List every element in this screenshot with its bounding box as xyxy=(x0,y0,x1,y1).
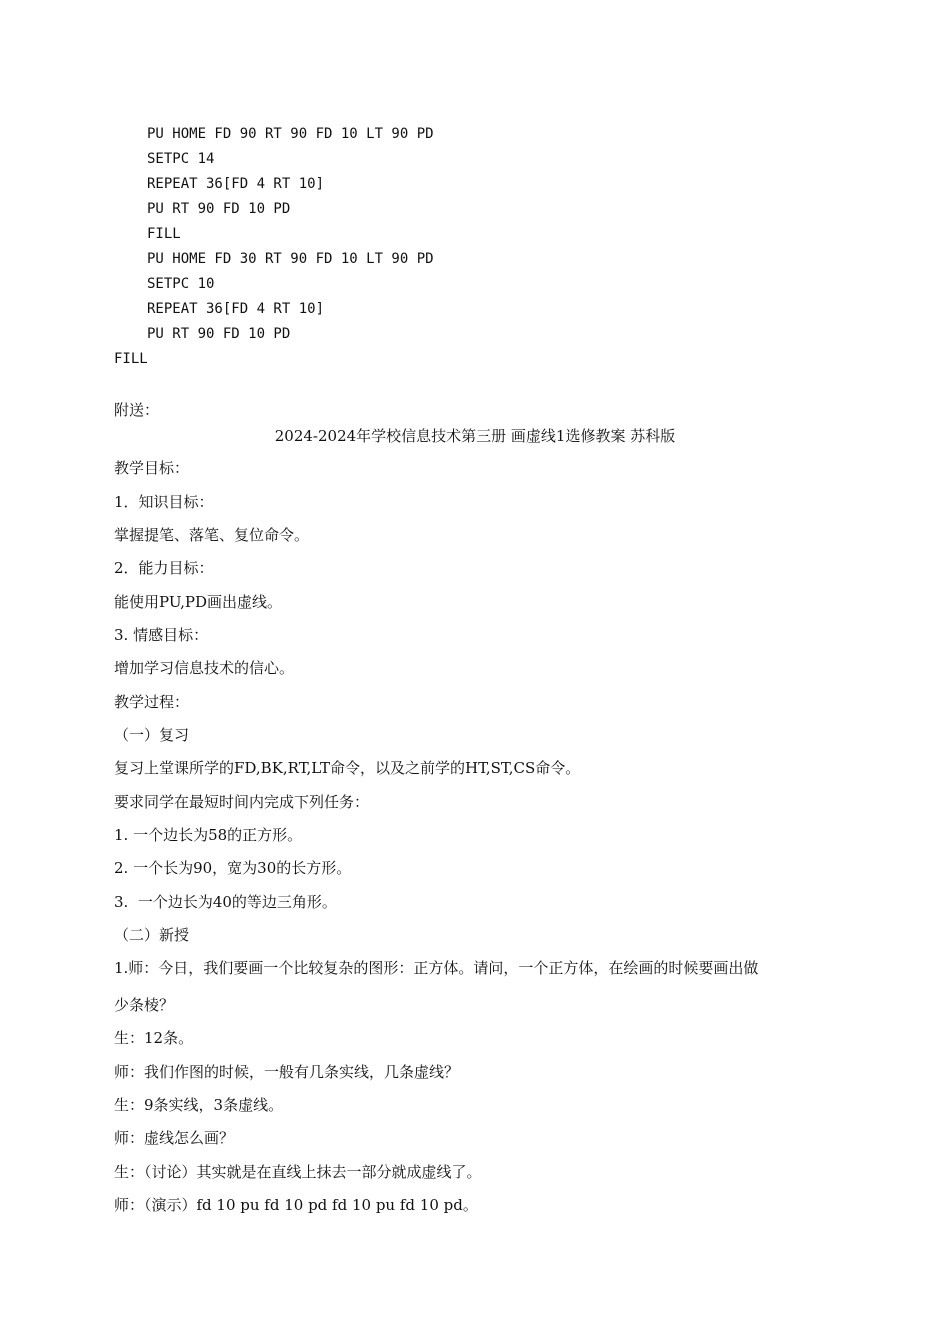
appendix-label: 附送： xyxy=(114,401,160,419)
section-heading: 教学目标： xyxy=(114,459,190,477)
document-title: 2024-2024年学校信息技术第三册 画虚线1选修教案 苏科版 xyxy=(274,427,676,445)
code-line: SETPC 10 xyxy=(147,276,215,292)
code-line-last: FILL xyxy=(114,351,148,367)
section-heading: 教学过程： xyxy=(114,693,190,711)
paragraph-line: 1.师：今日，我们要画一个比较复杂的图形：正方体。请问，一个正方体，在绘画的时候要画出做 xyxy=(114,959,759,977)
paragraph-line: 生：12条。 xyxy=(114,1029,194,1047)
paragraph-line: 2．能力目标： xyxy=(114,559,214,577)
code-line: SETPC 14 xyxy=(147,151,215,167)
code-line: REPEAT 36[FD 4 RT 10] xyxy=(147,301,325,317)
paragraph-line: 师：虚线怎么画？ xyxy=(114,1129,235,1147)
paragraph-line: 1．知识目标： xyxy=(114,493,214,511)
paragraph-line: 3. 一个边长为40的等边三角形。 xyxy=(114,893,337,911)
code-line: FILL xyxy=(147,226,181,242)
code-line: PU RT 90 FD 10 PD xyxy=(147,201,291,217)
code-line: PU RT 90 FD 10 PD xyxy=(147,326,291,342)
paragraph-line: 生：（讨论）其实就是在直线上抹去一部分就成虚线了。 xyxy=(114,1163,482,1181)
paragraph-line: 复习上堂课所学的FD,BK,RT,LT命令，以及之前学的HT,ST,CS命令。 xyxy=(114,759,581,777)
paragraph-line: 能使用PU,PD画出虚线。 xyxy=(114,593,282,611)
paragraph-line: 掌握提笔、落笔、复位命令。 xyxy=(114,526,310,544)
paragraph-line: 师：我们作图的时候，一般有几条实线，几条虚线？ xyxy=(114,1063,460,1081)
paragraph-line: 师：（演示）fd 10 pu fd 10 pd fd 10 pu fd 10 pd。 xyxy=(114,1196,478,1214)
paragraph-line: 增加学习信息技术的信心。 xyxy=(114,659,295,677)
paragraph-line: 生：9条实线，3条虚线。 xyxy=(114,1096,284,1114)
paragraph-line: 3. 情感目标： xyxy=(114,626,209,644)
paragraph-line: 要求同学在最短时间内完成下列任务： xyxy=(114,793,370,811)
paragraph-line: （一）复习 xyxy=(114,726,190,744)
paragraph-line: （二）新授 xyxy=(114,926,190,944)
code-line: PU HOME FD 90 RT 90 FD 10 LT 90 PD xyxy=(147,126,434,142)
code-line: PU HOME FD 30 RT 90 FD 10 LT 90 PD xyxy=(147,251,434,267)
paragraph-line: 2. 一个长为90，宽为30的长方形。 xyxy=(114,859,352,877)
paragraph-line: 少条棱？ xyxy=(114,996,175,1014)
code-line: REPEAT 36[FD 4 RT 10] xyxy=(147,176,325,192)
paragraph-line: 1. 一个边长为58的正方形。 xyxy=(114,826,303,844)
